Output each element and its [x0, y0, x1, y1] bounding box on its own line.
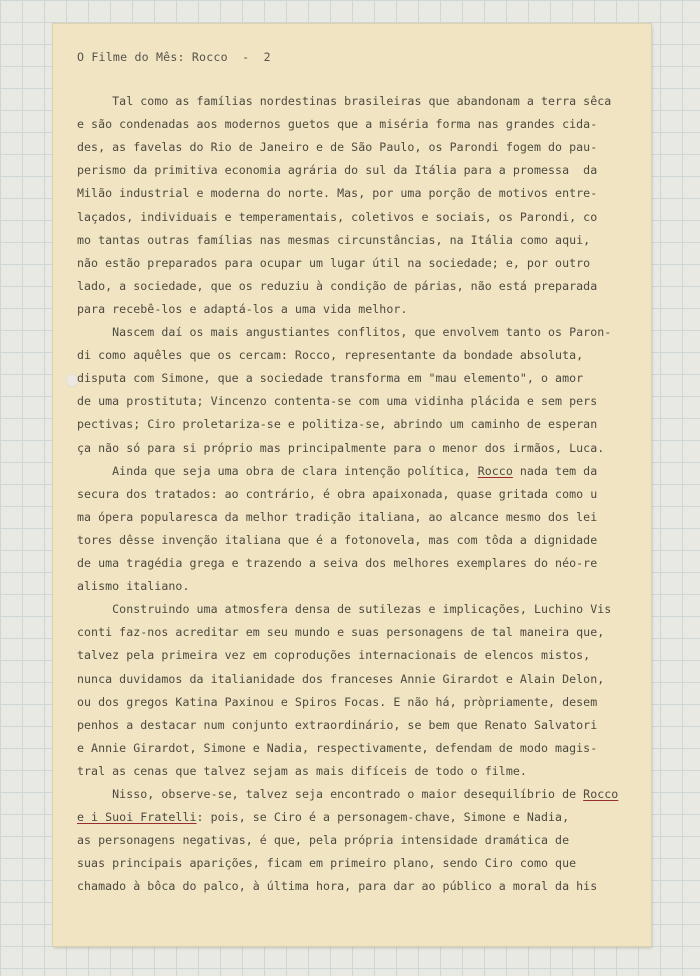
text-line: ma ópera popularesca da melhor tradição italiana, ao alcance mesmo dos lei: [77, 509, 598, 524]
text-line: disputa com Simone, que a sociedade transforma em "mau elemento", o amor: [77, 371, 584, 386]
text-line: lado, a sociedade, que os reduziu à condição de párias, não está preparada: [77, 278, 598, 293]
text-line: para recebê-los e adaptá-los a uma vida melhor.: [77, 301, 408, 316]
text-line: chamado à bôca do palco, à última hora, para dar ao público a moral da his: [77, 879, 598, 894]
text-line: laçados, individuais e temperamentais, coletivos e sociais, os Parondi, co: [77, 209, 598, 224]
page-header: O Filme do Mês: Rocco - 2: [77, 50, 271, 64]
text-line: tral as cenas que talvez sejam as mais difíceis de todo o filme.: [77, 763, 527, 778]
text-line: as personagens negativas, é que, pela própria intensidade dramática de: [77, 833, 570, 848]
text-line: conti faz-nos acreditar em seu mundo e suas personagens de tal maneira que,: [77, 625, 605, 640]
text-line: des, as favelas do Rio de Janeiro e de São Paulo, os Parondi fogem do pau-: [77, 140, 598, 155]
text-line: Construindo uma atmosfera densa de sutilezas e implicações, Luchino Vis: [77, 602, 612, 617]
text-line: e Annie Girardot, Simone e Nadia, respectivamente, defendam de modo magis-: [77, 740, 598, 755]
text-line: ça não só para si próprio mas principalmente para o menor dos irmãos, Luca.: [77, 440, 605, 455]
underlined-title: Rocco: [477, 463, 513, 478]
page-body: [53, 24, 651, 946]
text-line: suas principais aparições, ficam em primeiro plano, sendo Ciro como que: [77, 856, 577, 871]
text-line: de uma tragédia grega e trazendo a seiva dos melhores exemplares do néo-re: [77, 556, 598, 570]
underlined-title: Rocco: [583, 787, 619, 801]
text-line: secura dos tratados: ao contrário, é obra apaixonada, quase gritada como u: [77, 486, 598, 501]
text-line: e i Suoi Fratelli: pois, se Ciro é a personagem-chave, Simone e Nadia,: [77, 810, 570, 825]
text-line: de uma prostituta; Vincenzo contenta-se com uma vidinha plácida e sem pers: [77, 394, 598, 409]
text-line: tores dêsse invenção italiana que é a fotonovela, mas com tôda a dignidade: [77, 532, 598, 547]
text-line: mo tantas outras famílias nas mesmas circunstâncias, na Itália como aqui,: [77, 232, 591, 247]
text-line: nunca duvidamos da italianidade dos franceses Annie Girardot e Alain Delon,: [77, 671, 605, 686]
text-line: Nisso, observe-se, talvez seja encontrado o maior desequilíbrio de Rocco: [77, 787, 619, 801]
text-line: ou dos gregos Katina Paxinou e Spiros Focas. E não há, pròpriamente, desem: [77, 694, 598, 709]
text-line: e são condenadas aos modernos guetos que a miséria forma nas grandes cida-: [77, 117, 598, 132]
text-line: Ainda que seja uma obra de clara intenção política, Rocco nada tem da: [77, 463, 598, 478]
text-line: pectivas; Ciro proletariza-se e politiza-se, abrindo um caminho de esperan: [77, 417, 598, 432]
underlined-title: e i Suoi Fratelli: [77, 810, 197, 825]
typewritten-page: [53, 24, 651, 946]
text-line: penhos a destacar num conjunto extraordinário, se bem que Renato Salvatori: [77, 717, 598, 732]
text-line: perismo da primitiva economia agrária do sul da Itália para a promessa da: [77, 163, 598, 178]
text-line: Milão industrial e moderna do norte. Mas, por uma porção de motivos entre-: [77, 186, 598, 201]
text-line: Nascem daí os mais angustiantes conflitos, que envolvem tanto os Paron-: [77, 325, 612, 339]
text-line: di como aquêles que os cercam: Rocco, representante da bondade absoluta,: [77, 348, 584, 363]
text-line: não estão preparados para ocupar um lugar útil na sociedade; e, por outro: [77, 255, 591, 270]
text-line: talvez pela primeira vez em coproduções internacionais de elencos mistos,: [77, 648, 591, 663]
text-line: alismo italiano.: [77, 579, 190, 594]
text-line: Tal como as famílias nordestinas brasileiras que abandonam a terra sêca: [77, 94, 612, 108]
